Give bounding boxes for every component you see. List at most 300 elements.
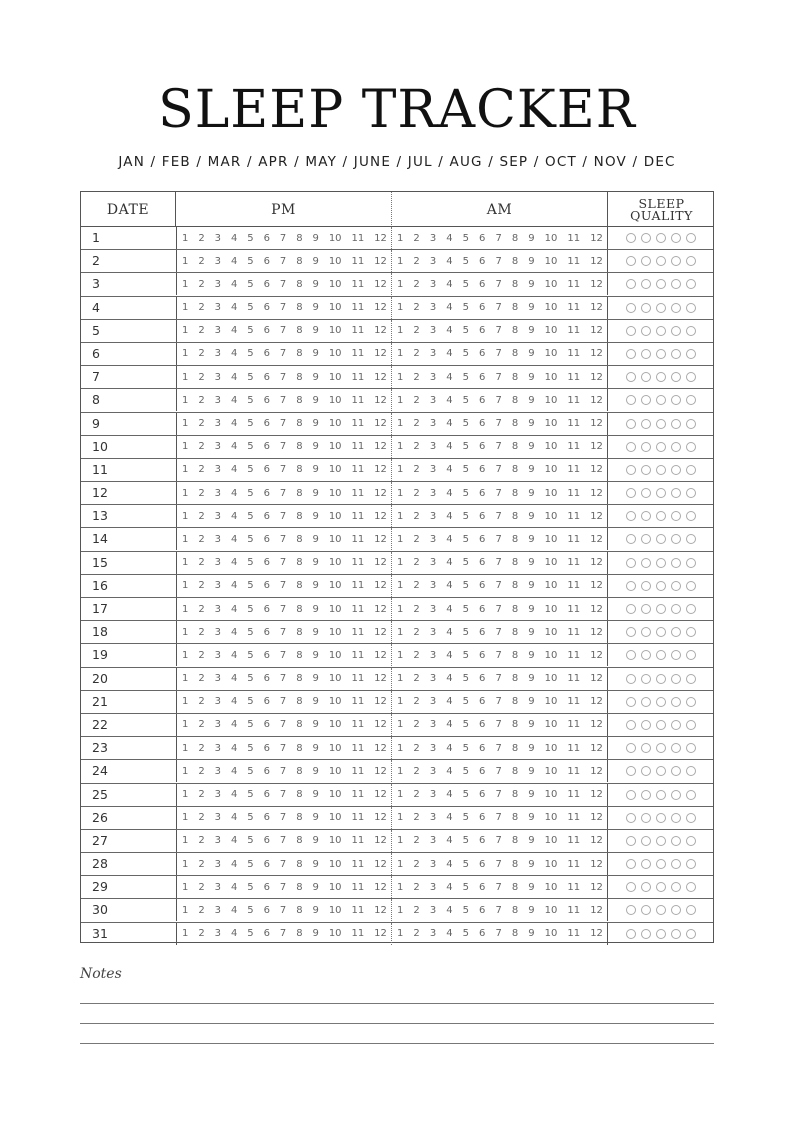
pm-hour-cell[interactable]: 9 [312,904,319,916]
quality-circle-icon[interactable] [656,836,666,846]
quality-circle-icon[interactable] [641,395,651,405]
am-hour-cell[interactable]: 4 [446,742,453,754]
pm-hour-cell[interactable]: 3 [214,858,221,870]
am-hour-cell[interactable]: 7 [495,557,502,569]
pm-hour-cell[interactable]: 12 [374,904,387,916]
am-hour-cell[interactable]: 10 [544,719,558,731]
quality-circle-icon[interactable] [641,558,651,568]
am-hour-cell[interactable]: 8 [511,464,519,476]
pm-hour-cell[interactable]: 1 [182,557,189,569]
quality-circle-icon[interactable] [686,650,696,660]
quality-circle-icon[interactable] [626,372,636,382]
pm-hour-cell[interactable]: 6 [263,626,270,638]
quality-circle-icon[interactable] [686,303,696,313]
pm-hour-cell[interactable]: 1 [182,418,189,429]
pm-hour-cell[interactable]: 11 [351,904,365,916]
quality-circle-icon[interactable] [626,929,636,939]
quality-circle-icon[interactable] [626,859,636,869]
am-hour-cell[interactable]: 8 [511,649,519,661]
pm-hour-cell[interactable]: 7 [279,278,287,290]
pm-hour-cell[interactable]: 4 [230,719,238,731]
pm-hour-cell[interactable]: 9 [312,255,319,267]
pm-hour-cell[interactable]: 8 [296,302,303,314]
quality-circle-icon[interactable] [656,790,666,800]
pm-hour-cell[interactable]: 7 [279,626,287,638]
pm-hour-cell[interactable]: 1 [182,580,189,592]
pm-hour-cell[interactable]: 5 [247,696,254,708]
quality-circle-icon[interactable] [626,488,636,498]
pm-hour-cell[interactable]: 10 [328,789,342,800]
quality-circle-icon[interactable] [626,836,636,846]
pm-hour-cell[interactable]: 8 [296,255,303,267]
pm-hour-cell[interactable]: 1 [182,464,189,476]
pm-hour-cell[interactable]: 10 [328,719,342,731]
pm-hour-cell[interactable]: 7 [279,904,287,916]
am-hour-cell[interactable]: 5 [462,765,469,777]
am-hour-cell[interactable]: 7 [495,232,502,244]
am-hour-cell[interactable]: 7 [495,394,502,406]
pm-hour-cell[interactable]: 2 [198,464,205,476]
am-hour-cell[interactable]: 7 [495,325,502,337]
am-hour-cell[interactable]: 3 [429,255,437,267]
pm-hour-cell[interactable]: 9 [312,719,319,731]
pm-hour-cell[interactable]: 6 [263,348,270,360]
am-hour-cell[interactable]: 8 [511,510,519,522]
am-hour-cell[interactable]: 12 [590,533,603,545]
am-hour-cell[interactable]: 1 [397,789,404,800]
pm-hour-cell[interactable]: 11 [351,325,365,337]
pm-hour-cell[interactable]: 8 [296,789,303,800]
am-hour-cell[interactable]: 6 [479,418,486,429]
am-hour-cell[interactable]: 9 [528,278,535,290]
pm-hour-cell[interactable]: 12 [374,278,387,290]
am-hour-cell[interactable]: 5 [462,533,469,545]
am-hour-cell[interactable]: 8 [511,858,519,870]
am-hour-cell[interactable]: 3 [429,696,437,708]
pm-hour-cell[interactable]: 8 [296,533,303,545]
pm-hour-cell[interactable]: 12 [374,626,387,638]
quality-circle-icon[interactable] [656,650,666,660]
am-hour-cell[interactable]: 11 [567,533,581,545]
am-hour-cell[interactable]: 12 [590,928,603,940]
pm-hour-cell[interactable]: 11 [351,673,365,685]
pm-hour-cell[interactable]: 3 [214,441,221,453]
pm-hour-cell[interactable]: 3 [214,533,221,545]
am-hour-cell[interactable]: 9 [528,881,535,893]
pm-hour-cell[interactable]: 8 [296,371,303,383]
am-hour-cell[interactable]: 5 [462,928,469,940]
am-hour-cell[interactable]: 8 [511,487,519,499]
pm-hour-cell[interactable]: 10 [328,441,342,453]
pm-hour-cell[interactable]: 8 [296,696,303,708]
am-hour-cell[interactable]: 2 [413,881,420,893]
pm-hour-cell[interactable]: 7 [279,487,287,499]
am-hour-cell[interactable]: 5 [462,255,469,267]
pm-hour-cell[interactable]: 12 [374,510,387,522]
pm-hour-cell[interactable]: 9 [312,789,319,800]
am-hour-cell[interactable]: 7 [495,904,502,916]
pm-hour-cell[interactable]: 5 [247,394,254,406]
quality-circle-icon[interactable] [671,836,681,846]
pm-hour-cell[interactable]: 6 [263,464,270,476]
am-hour-cell[interactable]: 12 [590,881,603,893]
pm-hour-cell[interactable]: 6 [263,765,270,777]
am-hour-cell[interactable]: 11 [567,325,581,337]
pm-hour-cell[interactable]: 11 [351,302,365,314]
pm-hour-cell[interactable]: 11 [351,719,365,731]
am-hour-cell[interactable]: 9 [528,464,535,476]
pm-hour-cell[interactable]: 3 [214,394,221,406]
am-hour-cell[interactable]: 12 [590,278,603,290]
am-hour-cell[interactable]: 2 [413,441,420,453]
pm-hour-cell[interactable]: 2 [198,580,205,592]
pm-hour-cell[interactable]: 7 [279,394,287,406]
am-hour-cell[interactable]: 3 [429,278,437,290]
pm-hour-cell[interactable]: 8 [296,580,303,592]
pm-hour-cell[interactable]: 3 [214,418,221,429]
am-hour-cell[interactable]: 5 [462,696,469,708]
am-hour-cell[interactable]: 6 [479,812,486,824]
am-hour-cell[interactable]: 8 [511,789,519,800]
am-hour-cell[interactable]: 11 [567,928,581,940]
pm-hour-cell[interactable]: 6 [263,510,270,522]
am-hour-cell[interactable]: 10 [544,765,558,777]
am-hour-cell[interactable]: 2 [413,719,420,731]
pm-hour-cell[interactable]: 11 [351,232,365,244]
quality-circle-icon[interactable] [671,813,681,823]
am-hour-cell[interactable]: 9 [528,255,535,267]
am-hour-cell[interactable]: 4 [446,603,453,615]
pm-hour-cell[interactable]: 10 [328,325,342,337]
quality-circle-icon[interactable] [671,627,681,637]
am-hour-cell[interactable]: 2 [413,302,420,314]
pm-hour-cell[interactable]: 8 [296,418,303,429]
pm-hour-cell[interactable]: 5 [247,302,254,314]
pm-hour-cell[interactable]: 10 [328,696,342,708]
am-hour-cell[interactable]: 1 [397,765,404,777]
quality-circle-icon[interactable] [626,442,636,452]
am-hour-cell[interactable]: 6 [479,533,486,545]
pm-hour-cell[interactable]: 3 [214,510,221,522]
pm-hour-cell[interactable]: 3 [214,371,221,383]
pm-hour-cell[interactable]: 7 [279,557,287,569]
quality-circle-icon[interactable] [686,627,696,637]
quality-circle-icon[interactable] [656,233,666,243]
pm-hour-cell[interactable]: 3 [214,742,221,754]
quality-circle-icon[interactable] [686,697,696,707]
pm-hour-cell[interactable]: 3 [214,649,221,661]
quality-circle-icon[interactable] [626,279,636,289]
am-hour-cell[interactable]: 5 [462,580,469,592]
am-hour-cell[interactable]: 8 [511,232,519,244]
quality-circle-icon[interactable] [656,488,666,498]
quality-circle-icon[interactable] [671,326,681,336]
pm-hour-cell[interactable]: 4 [230,255,238,267]
pm-hour-cell[interactable]: 1 [182,742,189,754]
quality-circle-icon[interactable] [641,674,651,684]
am-hour-cell[interactable]: 1 [397,649,404,661]
pm-hour-cell[interactable]: 5 [247,719,254,731]
pm-hour-cell[interactable]: 10 [328,371,342,383]
pm-hour-cell[interactable]: 10 [328,858,342,870]
quality-circle-icon[interactable] [656,905,666,915]
month-june[interactable]: JUNE [353,154,392,170]
pm-hour-cell[interactable]: 9 [312,580,319,592]
am-hour-cell[interactable]: 12 [590,673,603,685]
am-hour-cell[interactable]: 5 [462,418,469,429]
am-hour-cell[interactable]: 2 [413,232,420,244]
quality-circle-icon[interactable] [626,905,636,915]
quality-circle-icon[interactable] [671,558,681,568]
am-hour-cell[interactable]: 12 [590,418,603,429]
am-hour-cell[interactable]: 8 [511,348,519,360]
am-hour-cell[interactable]: 3 [429,765,437,777]
am-hour-cell[interactable]: 1 [397,394,404,406]
pm-hour-cell[interactable]: 2 [198,394,205,406]
am-hour-cell[interactable]: 4 [446,765,453,777]
pm-hour-cell[interactable]: 7 [279,464,287,476]
am-hour-cell[interactable]: 6 [479,858,486,870]
quality-circle-icon[interactable] [626,419,636,429]
pm-hour-cell[interactable]: 10 [328,928,342,940]
quality-circle-icon[interactable] [641,465,651,475]
pm-hour-cell[interactable]: 12 [374,325,387,337]
pm-hour-cell[interactable]: 11 [351,835,365,847]
pm-hour-cell[interactable]: 3 [214,348,221,360]
am-hour-cell[interactable]: 5 [462,348,469,360]
am-hour-cell[interactable]: 11 [567,302,581,314]
pm-hour-cell[interactable]: 6 [263,394,270,406]
am-hour-cell[interactable]: 9 [528,487,535,499]
pm-hour-cell[interactable]: 1 [182,487,189,499]
pm-hour-cell[interactable]: 2 [198,533,205,545]
pm-hour-cell[interactable]: 11 [351,928,365,940]
am-hour-cell[interactable]: 5 [462,626,469,638]
quality-circle-icon[interactable] [656,372,666,382]
am-hour-cell[interactable]: 2 [413,765,420,777]
pm-hour-cell[interactable]: 9 [312,765,319,777]
pm-hour-cell[interactable]: 10 [328,765,342,777]
am-hour-cell[interactable]: 9 [528,557,535,569]
am-hour-cell[interactable]: 10 [544,812,558,824]
pm-hour-cell[interactable]: 12 [374,881,387,893]
pm-hour-cell[interactable]: 11 [351,255,365,267]
am-hour-cell[interactable]: 12 [590,835,603,847]
pm-hour-cell[interactable]: 6 [263,255,270,267]
am-hour-cell[interactable]: 4 [446,302,453,314]
am-hour-cell[interactable]: 12 [590,626,603,638]
pm-hour-cell[interactable]: 4 [230,278,238,290]
pm-hour-cell[interactable]: 12 [374,835,387,847]
am-hour-cell[interactable]: 3 [429,719,437,731]
am-hour-cell[interactable]: 4 [446,232,453,244]
am-hour-cell[interactable]: 5 [462,278,469,290]
am-hour-cell[interactable]: 2 [413,742,420,754]
am-hour-cell[interactable]: 10 [544,278,558,290]
pm-hour-cell[interactable]: 8 [296,835,303,847]
am-hour-cell[interactable]: 6 [479,603,486,615]
pm-hour-cell[interactable]: 4 [230,441,238,453]
pm-hour-cell[interactable]: 2 [198,649,205,661]
am-hour-cell[interactable]: 6 [479,765,486,777]
pm-hour-cell[interactable]: 5 [247,789,254,800]
am-hour-cell[interactable]: 1 [397,533,404,545]
month-oct[interactable]: OCT [545,154,577,170]
am-hour-cell[interactable]: 11 [567,742,581,754]
pm-hour-cell[interactable]: 6 [263,719,270,731]
am-hour-cell[interactable]: 5 [462,441,469,453]
pm-hour-cell[interactable]: 12 [374,719,387,731]
am-hour-cell[interactable]: 12 [590,487,603,499]
am-hour-cell[interactable]: 8 [511,626,519,638]
am-hour-cell[interactable]: 12 [590,812,603,824]
pm-hour-cell[interactable]: 3 [214,719,221,731]
pm-hour-cell[interactable]: 12 [374,348,387,360]
pm-hour-cell[interactable]: 11 [351,418,365,429]
am-hour-cell[interactable]: 9 [528,835,535,847]
quality-circle-icon[interactable] [656,882,666,892]
am-hour-cell[interactable]: 7 [495,418,502,429]
pm-hour-cell[interactable]: 4 [230,418,238,429]
pm-hour-cell[interactable]: 9 [312,881,319,893]
pm-hour-cell[interactable]: 11 [351,881,365,893]
am-hour-cell[interactable]: 9 [528,673,535,685]
pm-hour-cell[interactable]: 3 [214,881,221,893]
am-hour-cell[interactable]: 4 [446,371,453,383]
pm-hour-cell[interactable]: 5 [247,325,254,337]
am-hour-cell[interactable]: 3 [429,533,437,545]
quality-circle-icon[interactable] [671,256,681,266]
pm-hour-cell[interactable]: 5 [247,464,254,476]
am-hour-cell[interactable]: 1 [397,487,404,499]
month-jan[interactable]: JAN [118,154,145,170]
quality-circle-icon[interactable] [656,766,666,776]
quality-circle-icon[interactable] [656,395,666,405]
am-hour-cell[interactable]: 3 [429,557,437,569]
am-hour-cell[interactable]: 1 [397,742,404,754]
pm-hour-cell[interactable]: 10 [328,302,342,314]
am-hour-cell[interactable]: 2 [413,580,420,592]
am-hour-cell[interactable]: 6 [479,789,486,800]
pm-hour-cell[interactable]: 8 [296,278,303,290]
pm-hour-cell[interactable]: 9 [312,649,319,661]
am-hour-cell[interactable]: 2 [413,510,420,522]
pm-hour-cell[interactable]: 1 [182,719,189,731]
pm-hour-cell[interactable]: 11 [351,510,365,522]
pm-hour-cell[interactable]: 8 [296,928,303,940]
pm-hour-cell[interactable]: 1 [182,441,189,453]
pm-hour-cell[interactable]: 1 [182,649,189,661]
am-hour-cell[interactable]: 3 [429,881,437,893]
pm-hour-cell[interactable]: 3 [214,603,221,615]
am-hour-cell[interactable]: 9 [528,325,535,337]
am-hour-cell[interactable]: 1 [397,348,404,360]
am-hour-cell[interactable]: 3 [429,418,437,429]
quality-circle-icon[interactable] [656,558,666,568]
quality-circle-icon[interactable] [626,534,636,544]
am-hour-cell[interactable]: 2 [413,858,420,870]
pm-hour-cell[interactable]: 10 [328,649,342,661]
pm-hour-cell[interactable]: 1 [182,673,189,685]
pm-hour-cell[interactable]: 12 [374,696,387,708]
pm-hour-cell[interactable]: 12 [374,232,387,244]
quality-circle-icon[interactable] [686,442,696,452]
am-hour-cell[interactable]: 9 [528,742,535,754]
pm-hour-cell[interactable]: 7 [279,255,287,267]
pm-hour-cell[interactable]: 7 [279,325,287,337]
pm-hour-cell[interactable]: 2 [198,325,205,337]
am-hour-cell[interactable]: 1 [397,441,404,453]
pm-hour-cell[interactable]: 2 [198,278,205,290]
pm-hour-cell[interactable]: 6 [263,904,270,916]
quality-circle-icon[interactable] [686,929,696,939]
pm-hour-cell[interactable]: 6 [263,418,270,429]
pm-hour-cell[interactable]: 8 [296,487,303,499]
pm-hour-cell[interactable]: 9 [312,603,319,615]
am-hour-cell[interactable]: 12 [590,557,603,569]
pm-hour-cell[interactable]: 8 [296,232,303,244]
am-hour-cell[interactable]: 5 [462,789,469,800]
quality-circle-icon[interactable] [626,511,636,521]
am-hour-cell[interactable]: 1 [397,464,404,476]
pm-hour-cell[interactable]: 1 [182,858,189,870]
pm-hour-cell[interactable]: 11 [351,858,365,870]
pm-hour-cell[interactable]: 5 [247,557,254,569]
pm-hour-cell[interactable]: 12 [374,487,387,499]
pm-hour-cell[interactable]: 9 [312,418,319,429]
pm-hour-cell[interactable]: 1 [182,881,189,893]
notes-line[interactable] [80,1003,714,1004]
quality-circle-icon[interactable] [686,511,696,521]
pm-hour-cell[interactable]: 3 [214,626,221,638]
pm-hour-cell[interactable]: 12 [374,649,387,661]
pm-hour-cell[interactable]: 4 [230,348,238,360]
am-hour-cell[interactable]: 3 [429,441,437,453]
quality-circle-icon[interactable] [626,395,636,405]
quality-circle-icon[interactable] [671,697,681,707]
quality-circle-icon[interactable] [626,650,636,660]
quality-circle-icon[interactable] [626,882,636,892]
quality-circle-icon[interactable] [641,372,651,382]
am-hour-cell[interactable]: 2 [413,835,420,847]
pm-hour-cell[interactable]: 10 [328,255,342,267]
am-hour-cell[interactable]: 7 [495,673,502,685]
am-hour-cell[interactable]: 6 [479,673,486,685]
am-hour-cell[interactable]: 5 [462,603,469,615]
pm-hour-cell[interactable]: 6 [263,649,270,661]
am-hour-cell[interactable]: 3 [429,626,437,638]
pm-hour-cell[interactable]: 4 [230,325,238,337]
am-hour-cell[interactable]: 4 [446,673,453,685]
am-hour-cell[interactable]: 7 [495,255,502,267]
am-hour-cell[interactable]: 1 [397,232,404,244]
quality-circle-icon[interactable] [626,233,636,243]
pm-hour-cell[interactable]: 9 [312,441,319,453]
pm-hour-cell[interactable]: 4 [230,371,238,383]
am-hour-cell[interactable]: 11 [567,255,581,267]
pm-hour-cell[interactable]: 3 [214,580,221,592]
pm-hour-cell[interactable]: 5 [247,673,254,685]
quality-circle-icon[interactable] [686,905,696,915]
quality-circle-icon[interactable] [671,372,681,382]
month-may[interactable]: MAY [305,154,338,170]
pm-hour-cell[interactable]: 10 [328,881,342,893]
am-hour-cell[interactable]: 12 [590,765,603,777]
am-hour-cell[interactable]: 8 [511,278,519,290]
am-hour-cell[interactable]: 2 [413,464,420,476]
am-hour-cell[interactable]: 1 [397,371,404,383]
am-hour-cell[interactable]: 6 [479,371,486,383]
